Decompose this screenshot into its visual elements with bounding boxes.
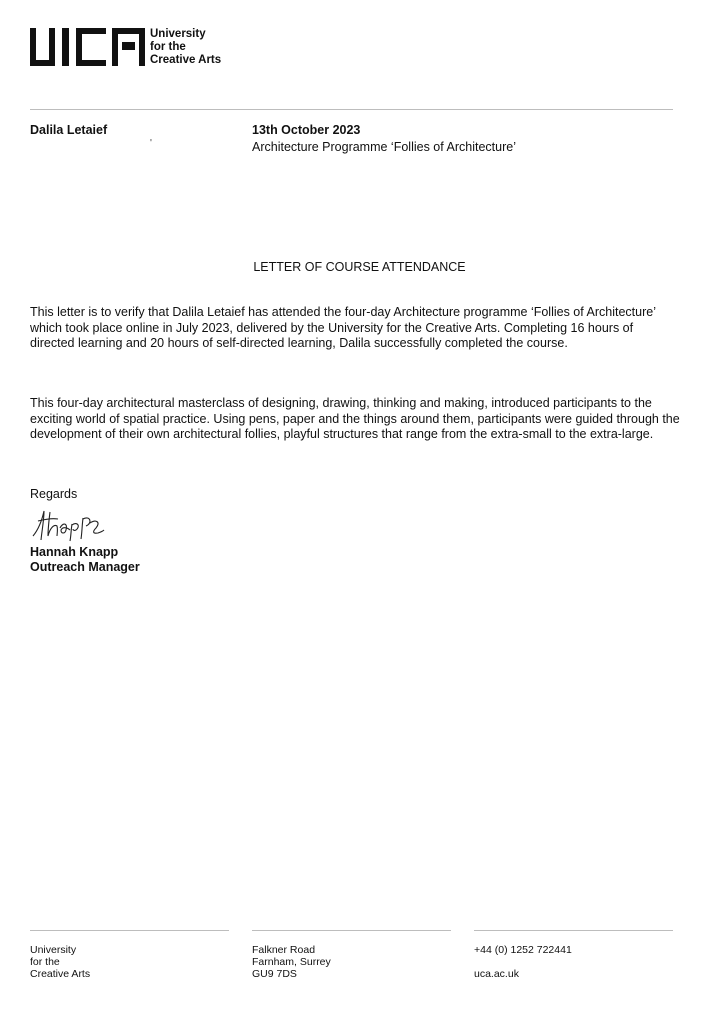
signer-title: Outreach Manager [30,560,140,574]
body-paragraph-2: This four-day architectural masterclass of designing, drawing, thinking and making, introduced participants to the exciting world of spatial practice. Using pens, paper and the things around them, participants were guided through the development of their own architectural follies, playful structures that range from the extra-small to the extra-large. [30,396,680,441]
signer-name: Hannah Knapp [30,545,119,559]
footer-institution-line-2: for the [30,956,60,968]
footer-divider-2 [252,930,451,931]
footer-address [252,944,331,980]
uca-monogram-logo-icon [30,28,145,66]
footer-institution-line-3: Creative Arts [30,968,91,980]
footer-institution-line-1: University [30,944,77,956]
letter-date: 13th October 2023 [252,123,361,137]
footer-address-line-1: Falkner Road [252,944,316,956]
programme-name: Architecture Programme ‘Follies of Architecture’ [252,140,516,154]
footer-institution [30,944,90,980]
uca-logo [30,28,221,67]
logo-line-3: Creative Arts [150,54,222,66]
footer-address-line-2: Farnham, Surrey [252,956,331,968]
footer-contact [474,944,572,980]
logo-line-1: University [150,28,206,40]
recipient-name: Dalila Letaief [30,123,108,137]
footer-website-link[interactable]: uca.ac.uk [474,968,519,980]
regards-text: Regards [30,487,78,501]
recipient-mark: ' [150,138,152,149]
logo-line-2: for the [150,41,186,53]
footer-divider-1 [30,930,229,931]
header-divider [30,109,673,110]
footer-phone: +44 (0) 1252 722441 [474,944,572,956]
signer-block [30,545,140,575]
footer-address-line-3: GU9 7DS [252,968,297,980]
letter-title: LETTER OF COURSE ATTENDANCE [253,260,466,274]
body-paragraph-1: This letter is to verify that Dalila Letaief has attended the four-day Architecture programme ‘Follies of Architecture’ which took place online in July 2023, delivered by the University for the Creative Arts. Completing 16 hours of directed learning and 20 hours of self-directed learning, Dalila successfully completed the course. [30,305,656,350]
logo-wordmark [150,28,221,67]
signature-icon [30,506,105,542]
footer-divider-3 [474,930,673,931]
